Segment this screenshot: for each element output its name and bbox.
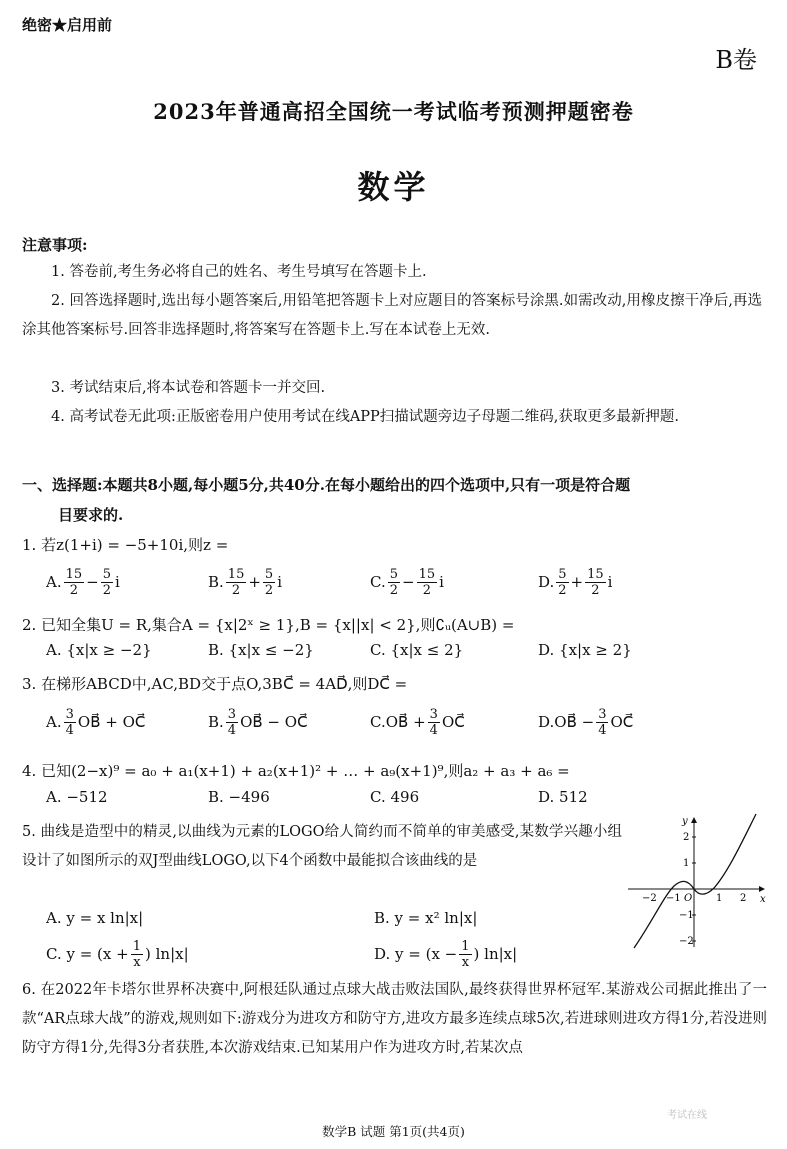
section-heading-line1: 一、选择题:本题共8小题,每小题5分,共40分.在每小题给出的四个选项中,只有一项是符合题 [22,476,631,494]
question-4-options [22,784,767,810]
notice-item-1: 1. 答卷前,考生务必将自己的姓名、考生号填写在答题卡上. [51,264,427,280]
x-tick-2: 2 [740,893,747,904]
question-6-stem: 6. 在2022年卡塔尔世界杯决赛中,阿根廷队通过点球大战击败法国队,最终获得世界杯冠军.某游戏公司据此推出了一款“AR点球大战”的游戏,规则如下:游戏分为进攻方和防守方,进攻方最多连续点球5次,若进球则进攻方得1分,若没进则防守方得1分,先得3分者获胜,本次游戏结束.已知某用户作为进攻方时,若某次点 [22,982,767,1056]
notice-heading: 注意事项: [22,236,88,254]
q1-option-d: D. $\frac{5}{2}$ + $\frac{15}{2}$ i [538,566,613,598]
question-5-stem: 5. 曲线是造型中的精灵,以曲线为元素的LOGO给人简约而不简单的审美感受,某数学兴趣小组设计了如图所示的双J型曲线LOGO,以下4个函数中最能拟合该曲线的是 [22,824,622,869]
exam-title: 2023年普通高招全国统一考试临考预测押题密卷 [153,99,634,124]
section-heading-line2: 目要求的. [58,506,124,524]
q5-option-b: B. y = x² ln|x| [374,909,478,927]
q1-a-label: A. [46,573,62,591]
watermark: 考试在线 [667,1110,707,1121]
q5-logo-graph [622,812,772,952]
q1-a-frac2: $\frac{5}{2}$ [102,566,112,598]
y-tick-neg2: −2 [679,936,694,947]
question-3-stem: 3. 在梯形ABCD中,AC,BD交于点O,3BC⃗ = 4AD⃗,则DC⃗ = [22,675,408,693]
y-tick-neg1: −1 [679,910,694,921]
double-j-curve [634,814,756,948]
question-4-stem: 4. 已知(2−x)⁹ = a₀ + a₁(x+1) + a₂(x+1)² + … + a₉(x+1)⁹,则a₂ + a₃ + a₆ = [22,762,570,780]
q5-option-a: A. y = x ln|x| [46,909,144,927]
question-2-options [22,636,767,664]
q4-option-c: C. 496 [370,788,420,806]
q3-option-d: D. OB⃗ − $\frac{3}{4}$ OC⃗ [538,706,634,738]
q1-option-c: C. $\frac{5}{2}$ − $\frac{15}{2}$ i [370,566,444,598]
q1-option-b: B. $\frac{15}{2}$ + $\frac{5}{2}$ i [208,566,283,598]
q2-option-b: B. {x|x ≤ −2} [208,641,314,659]
question-1-stem: 1. 若z(1+i) = −5+10i,则z = [22,536,229,554]
q2-option-d: D. {x|x ≥ 2} [538,641,632,659]
q2-option-c: C. {x|x ≤ 2} [370,641,464,659]
subject-title: 数学 [357,168,430,206]
question-2-stem: 2. 已知全集U = R,集合A = {x|2ˣ ≥ 1},B = {x||x| < 2},则∁ᵤ(A∪B) = [22,616,515,634]
q4-option-a: A. −512 [46,788,108,806]
x-axis-label: x [760,894,766,905]
q1-option-a: A. $\frac{15}{2}$ − $\frac{5}{2}$ i [46,566,120,598]
notice-item-2: 2. 回答选择题时,选出每小题答案后,用铅笔把答题卡上对应题目的答案标号涂黑.如需改动,用橡皮擦干净后,再选涂其他答案标号.回答非选择题时,将答案写在答题卡上.写在本试卷上无效. [22,293,762,338]
question-3-options [22,702,767,742]
confidential-label: 绝密★启用前 [22,16,113,34]
y-axis-label: y [682,816,688,827]
q3-option-a: A. $\frac{3}{4}$ OB⃗ + OC⃗ [46,706,146,738]
notice-item-3: 3. 考试结束后,将本试卷和答题卡一并交回. [51,380,326,396]
y-tick-1: 1 [683,858,690,869]
notice-item-4: 4. 高考试卷无此项:正版密卷用户使用考试在线APP扫描试题旁边子母题二维码,获取更多最新押题. [51,409,680,425]
x-tick-neg1: −1 [666,893,681,904]
page-footer: 数学B 试题 第1页(共4页) [322,1124,465,1139]
q5-option-d: D. y = (x − $\frac{1}{x}$ ) ln|x| [374,938,518,970]
q5-option-c: C. y = (x + $\frac{1}{x}$ ) ln|x| [46,938,189,970]
y-tick-2: 2 [683,832,690,843]
question-1-options [22,562,767,602]
q1-a-frac1: $\frac{15}{2}$ [65,566,83,598]
origin-label: O [684,893,693,904]
x-tick-1: 1 [716,893,723,904]
q4-option-b: B. −496 [208,788,270,806]
x-tick-neg2: −2 [642,893,657,904]
paper-variant: B卷 [715,46,757,74]
q3-option-c: C. OB⃗ + $\frac{3}{4}$ OC⃗ [370,706,465,738]
q3-option-b: B. $\frac{3}{4}$ OB⃗ − OC⃗ [208,706,308,738]
section-heading [22,470,767,530]
q2-option-a: A. {x|x ≥ −2} [46,641,152,659]
q4-option-d: D. 512 [538,788,588,806]
